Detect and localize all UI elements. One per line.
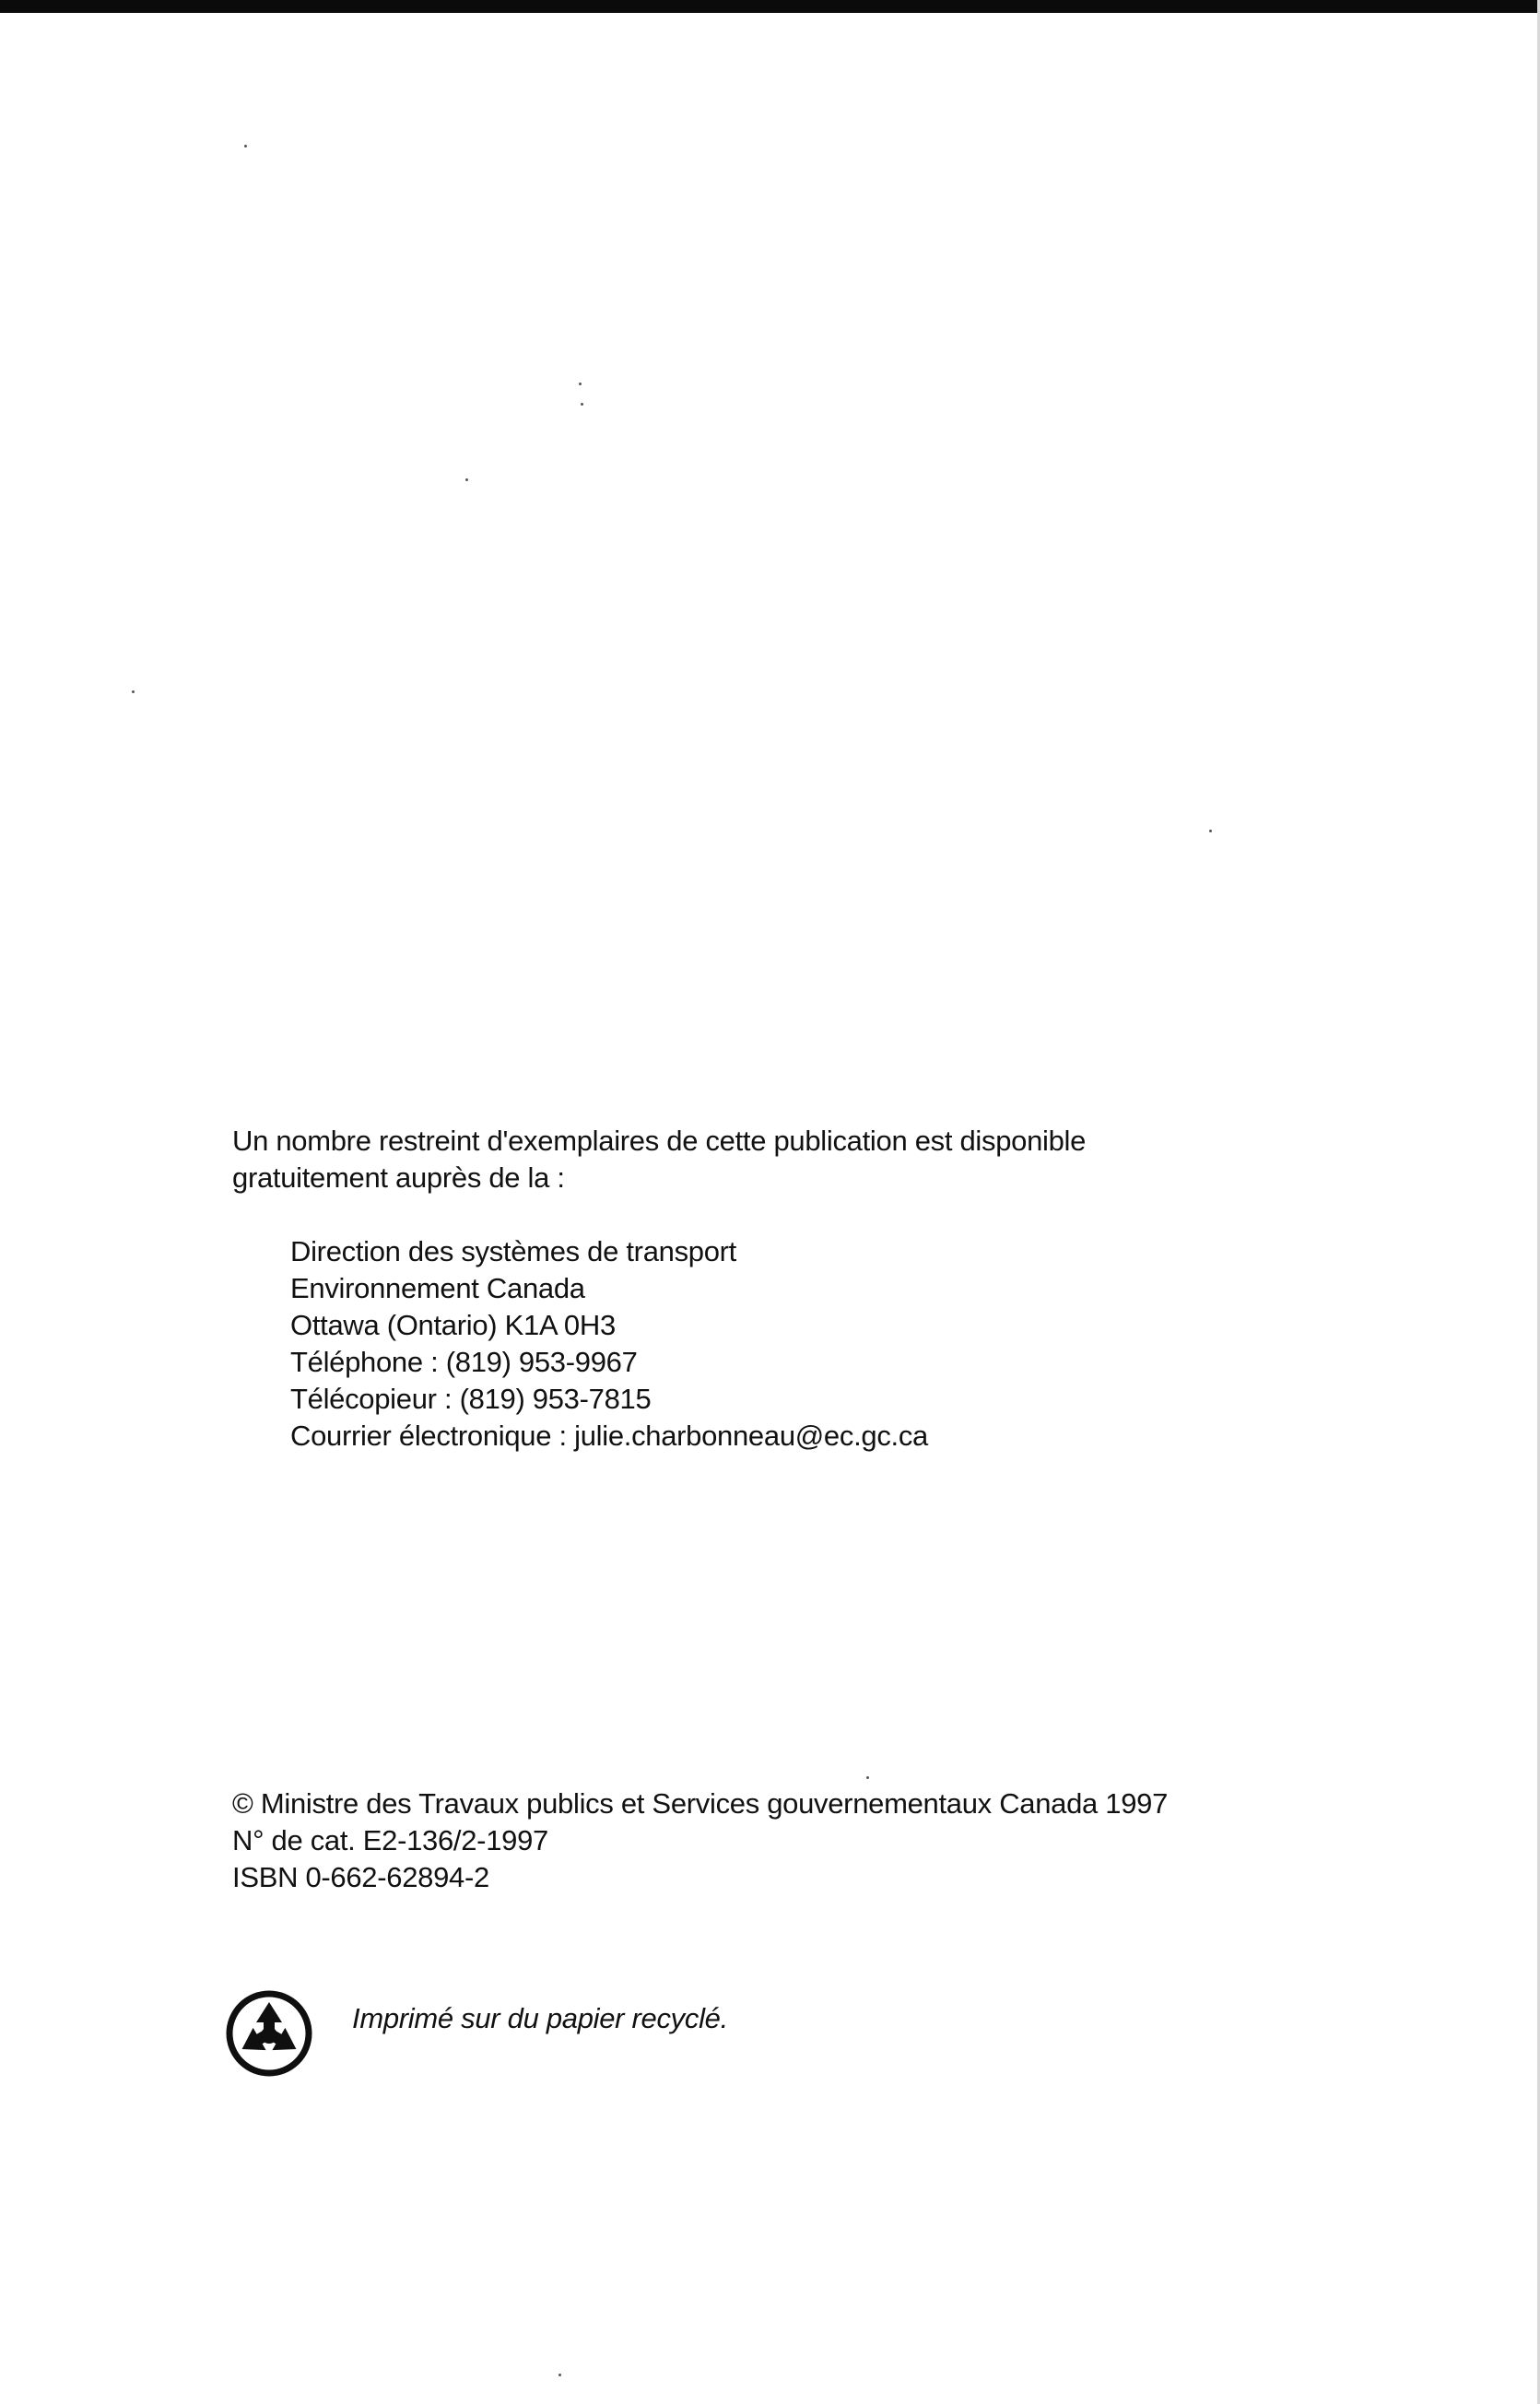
- city-postal-code: Ottawa (Ontario) K1A 0H3: [290, 1309, 616, 1341]
- intro-line-2: gratuitement auprès de la :: [232, 1161, 565, 1194]
- email-address: Courrier électronique : julie.charbonneau@ec.gc.ca: [290, 1420, 928, 1452]
- scan-speck: [581, 403, 583, 406]
- organization-name: Direction des systèmes de transport: [290, 1235, 736, 1267]
- isbn-number: ISBN 0-662-62894-2: [232, 1861, 489, 1893]
- scan-speck: [132, 690, 135, 693]
- intro-line-1: Un nombre restreint d'exemplaires de cette publication est disponible: [232, 1125, 1087, 1157]
- contact-address-block: [290, 1233, 1304, 1455]
- scan-speck: [579, 383, 582, 385]
- department-name: Environnement Canada: [290, 1272, 585, 1304]
- phone-number: Téléphone : (819) 953-9967: [290, 1346, 638, 1378]
- intro-paragraph: [232, 1123, 1384, 1196]
- copyright-block: [232, 1785, 1430, 1896]
- fax-number: Télécopieur : (819) 953-7815: [290, 1383, 652, 1415]
- scan-speck: [558, 2374, 561, 2376]
- scan-speck: [1209, 830, 1212, 832]
- recycle-icon: [225, 1989, 313, 2078]
- scan-speck: [866, 1776, 869, 1779]
- recycled-paper-note: Imprimé sur du papier recyclé.: [352, 2002, 728, 2034]
- copyright-line: © Ministre des Travaux publics et Services gouvernementaux Canada 1997: [232, 1787, 1169, 1820]
- catalog-number: N° de cat. E2-136/2-1997: [232, 1824, 548, 1856]
- scan-top-border: [0, 0, 1540, 13]
- scan-speck: [465, 478, 468, 481]
- scan-speck: [244, 145, 247, 147]
